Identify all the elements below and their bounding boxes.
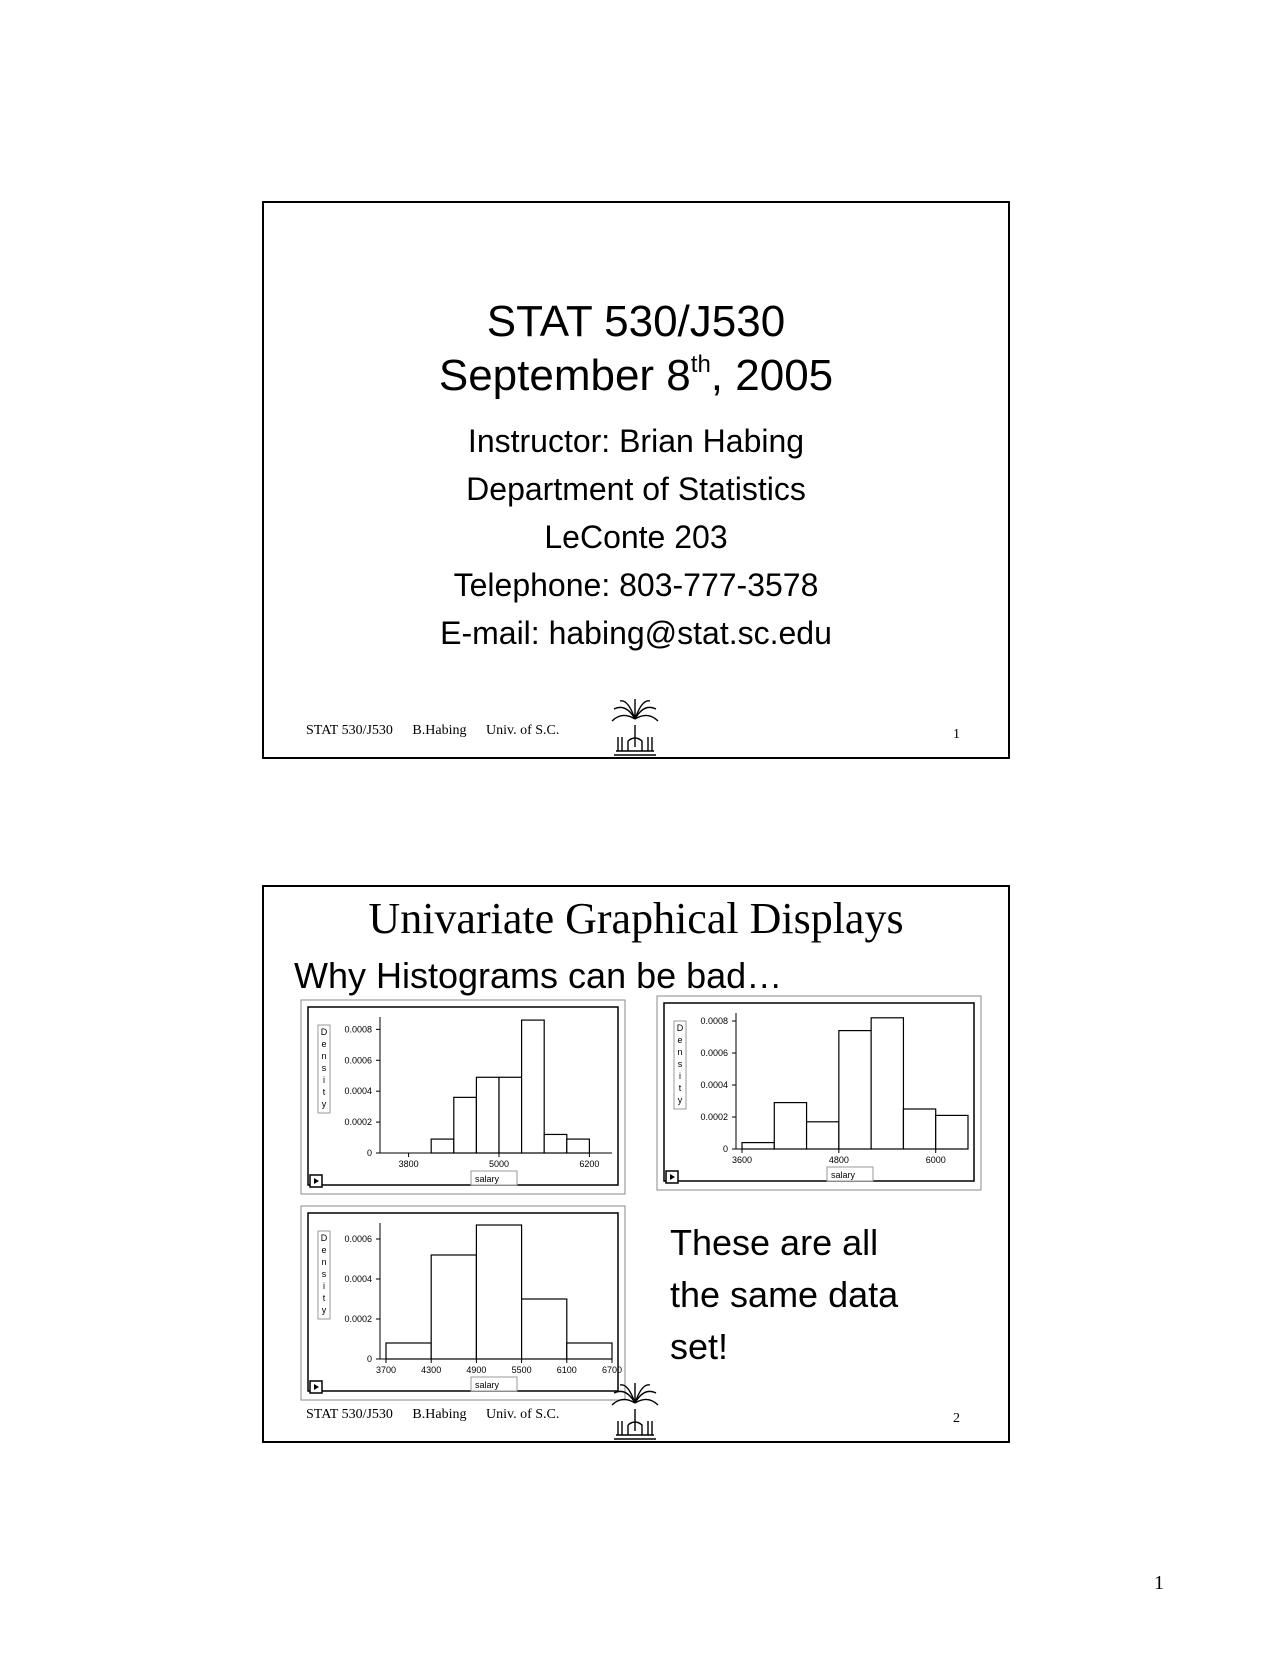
y-tick-label: 0.0006 — [344, 1234, 372, 1244]
x-tick-label: 6200 — [579, 1159, 600, 1169]
y-tick-label: 0.0004 — [344, 1274, 372, 1284]
y-tick-label: 0.0004 — [700, 1080, 728, 1090]
histogram-bar — [742, 1143, 774, 1149]
slide-1 — [262, 201, 1010, 759]
palmetto-logo-icon — [608, 697, 662, 759]
y-label-letter: D — [320, 1027, 328, 1037]
y-label-letter: e — [677, 1035, 683, 1045]
y-label-letter: t — [322, 1087, 326, 1097]
department: Department of Statistics — [466, 471, 806, 507]
y-label-letter: y — [321, 1099, 327, 1109]
y-label-letter: D — [676, 1023, 684, 1033]
x-tick-label: 4800 — [828, 1155, 849, 1165]
note-line: These are all — [670, 1222, 879, 1263]
histogram-bar — [522, 1299, 567, 1359]
note-line: set! — [670, 1326, 729, 1367]
y-tick-label: 0.0002 — [344, 1117, 372, 1128]
y-label-letter: s — [677, 1059, 683, 1069]
x-tick-label: 3800 — [398, 1159, 419, 1169]
y-label-letter: s — [321, 1063, 327, 1073]
y-label-letter: D — [320, 1233, 328, 1243]
y-label-letter: e — [321, 1245, 327, 1255]
y-label-letter: t — [322, 1293, 326, 1303]
x-tick-label: 3700 — [375, 1365, 397, 1375]
y-tick-label: 0.0002 — [344, 1314, 372, 1324]
slide-title — [264, 295, 1008, 403]
contact-info — [264, 417, 1008, 657]
histogram-2 — [656, 995, 986, 1195]
y-label-letter: i — [323, 1281, 325, 1291]
histogram-bar — [522, 1020, 545, 1153]
y-tick-label: 0.0002 — [700, 1112, 728, 1122]
histogram-bar — [476, 1077, 499, 1153]
date-year: , 2005 — [710, 351, 834, 400]
x-axis-label: salary — [831, 1170, 856, 1180]
histogram-bar — [774, 1103, 806, 1149]
histogram-bar — [936, 1115, 968, 1149]
y-label-letter: y — [321, 1305, 327, 1315]
note-line: the same data — [670, 1274, 899, 1315]
course-title: STAT 530/J530 — [486, 297, 786, 346]
slide-footer — [306, 1407, 575, 1423]
footer-author: B.Habing — [412, 723, 467, 738]
y-tick-label: 0.0006 — [344, 1055, 372, 1066]
histogram-bar — [431, 1139, 454, 1153]
x-tick-label: 3600 — [731, 1155, 753, 1165]
y-label-letter: n — [677, 1047, 683, 1057]
slide-subtitle: Why Histograms can be bad… — [294, 955, 783, 996]
office: LeConte 203 — [544, 519, 728, 555]
histogram-bar — [476, 1225, 521, 1359]
footer-univ: Univ. of S.C. — [485, 1407, 560, 1422]
histogram-bar — [807, 1122, 839, 1149]
y-label-letter: n — [321, 1051, 327, 1061]
date-text: September 8 — [438, 351, 691, 400]
y-label-letter: t — [678, 1083, 682, 1093]
y-label-letter: e — [321, 1039, 327, 1049]
histogram-bar — [903, 1109, 935, 1149]
x-tick-label: 6700 — [601, 1365, 623, 1375]
y-tick-label: 0.0008 — [344, 1024, 372, 1035]
footer-author: B.Habing — [412, 1407, 467, 1422]
y-label-letter: n — [321, 1257, 327, 1267]
histogram-bar — [839, 1031, 871, 1149]
y-tick-label: 0.0008 — [700, 1016, 728, 1026]
x-tick-label: 5500 — [511, 1365, 532, 1375]
y-tick-label: 0 — [366, 1148, 372, 1158]
histogram-bar — [386, 1343, 431, 1359]
x-tick-label: 4900 — [466, 1365, 487, 1375]
y-tick-label: 0.0004 — [344, 1086, 372, 1097]
slide-footer — [306, 723, 575, 739]
lecture-date — [264, 349, 1008, 403]
y-tick-label: 0 — [366, 1354, 372, 1364]
palmetto-logo-icon — [608, 1381, 662, 1443]
x-tick-label: 6000 — [925, 1155, 946, 1165]
slide-title: Univariate Graphical Displays — [368, 894, 904, 943]
y-label-letter: i — [679, 1071, 681, 1081]
y-label-letter: y — [677, 1095, 683, 1105]
histogram-1 — [300, 999, 630, 1199]
slide-number: 2 — [953, 1411, 960, 1426]
footer-univ: Univ. of S.C. — [485, 723, 560, 738]
histogram-bar — [454, 1097, 477, 1153]
x-axis-label: salary — [475, 1174, 500, 1184]
histogram-bar — [567, 1139, 590, 1153]
instructor: Instructor: Brian Habing — [467, 423, 805, 459]
footer-course: STAT 530/J530 — [306, 723, 393, 738]
y-label-letter: i — [323, 1075, 325, 1085]
date-superscript: th — [690, 351, 711, 378]
histogram-bar — [871, 1018, 903, 1149]
y-tick-label: 0.0006 — [700, 1048, 728, 1058]
x-tick-label: 5000 — [488, 1159, 510, 1169]
slide-2 — [262, 885, 1010, 1443]
x-tick-label: 4300 — [421, 1365, 442, 1375]
y-label-letter: s — [321, 1269, 327, 1279]
footer-course: STAT 530/J530 — [306, 1407, 393, 1422]
y-tick-label: 0 — [722, 1144, 728, 1154]
page-number: 1 — [1154, 1572, 1164, 1594]
email: E-mail: habing@stat.sc.edu — [440, 615, 832, 651]
telephone: Telephone: 803-777-3578 — [453, 567, 819, 603]
histogram-bar — [544, 1134, 567, 1153]
histogram-bar — [499, 1077, 522, 1153]
x-axis-label: salary — [475, 1380, 500, 1390]
slide-note — [670, 1217, 898, 1373]
x-tick-label: 6100 — [556, 1365, 577, 1375]
slide-number: 1 — [953, 727, 960, 742]
histogram-3 — [300, 1205, 630, 1405]
histogram-bar — [567, 1343, 612, 1359]
histogram-bar — [431, 1255, 476, 1359]
